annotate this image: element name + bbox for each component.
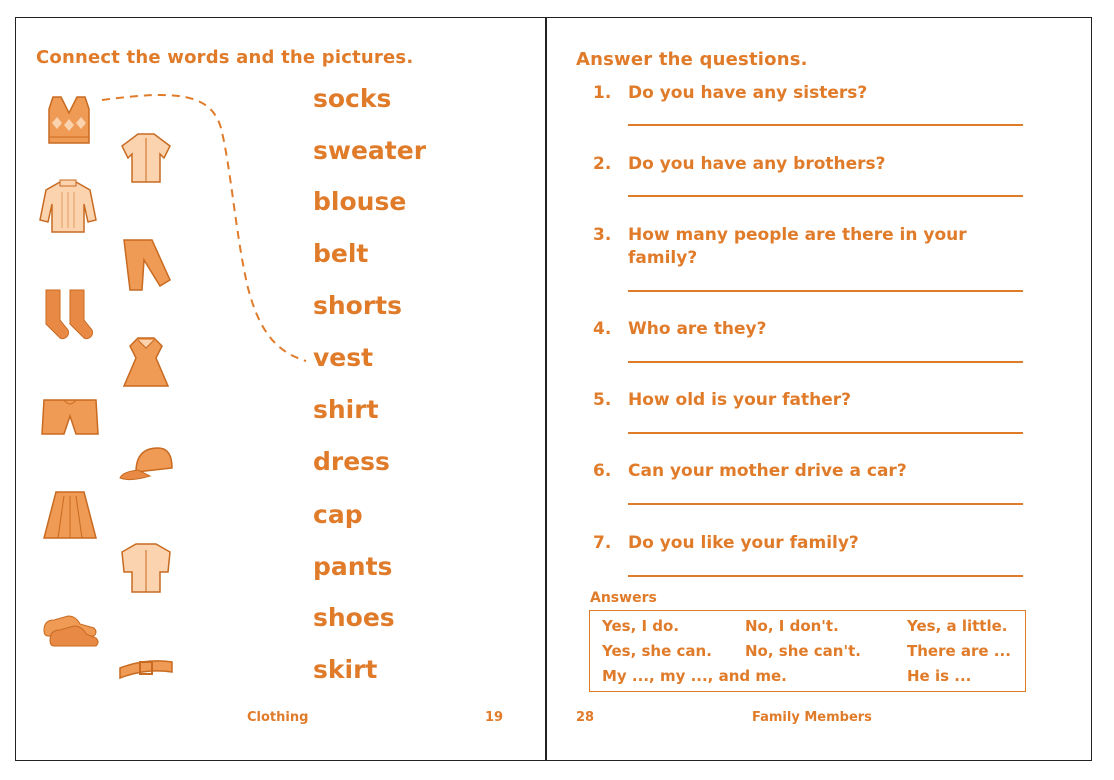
dress-picture[interactable] <box>116 332 176 392</box>
socks-picture[interactable] <box>40 284 100 344</box>
question-text: How old is your father? <box>628 390 852 410</box>
question-number: 1. <box>593 83 612 103</box>
question-text: Can your mother drive a car? <box>628 461 907 481</box>
word-pants[interactable]: pants <box>313 552 393 581</box>
footer-title: Clothing <box>247 710 309 725</box>
answers-box <box>589 610 1026 692</box>
word-blouse[interactable]: blouse <box>313 187 407 216</box>
answer-line[interactable] <box>628 361 1023 363</box>
answer-line[interactable] <box>628 124 1023 126</box>
cap-picture[interactable] <box>116 434 176 494</box>
answer-option: Yes, a little. <box>907 617 1008 635</box>
right-page <box>546 17 1092 761</box>
word-dress[interactable]: dress <box>313 447 390 476</box>
question-text: Do you have any sisters? <box>628 83 868 103</box>
question-number: 4. <box>593 319 612 339</box>
word-sweater[interactable]: sweater <box>313 136 427 165</box>
left-page <box>15 17 546 761</box>
word-shorts[interactable]: shorts <box>313 291 403 320</box>
word-shoes[interactable]: shoes <box>313 603 395 632</box>
word-belt[interactable]: belt <box>313 239 369 268</box>
question-number: 2. <box>593 154 612 174</box>
left-instruction: Connect the words and the pictures. <box>36 47 414 68</box>
right-instruction: Answer the questions. <box>576 49 808 70</box>
vest-picture[interactable] <box>39 91 99 151</box>
answers-label: Answers <box>590 590 657 606</box>
belt-picture[interactable] <box>116 638 176 698</box>
pants-picture[interactable] <box>116 234 176 294</box>
question-text: How many people are there in your family? <box>628 225 967 268</box>
answer-option: Yes, I do. <box>602 617 680 635</box>
answer-option: There are ... <box>907 642 1011 660</box>
answer-line[interactable] <box>628 195 1023 197</box>
question-text: Who are they? <box>628 319 767 339</box>
word-cap[interactable]: cap <box>313 500 363 529</box>
answer-option: No, she can't. <box>745 642 861 660</box>
footer-title: Family Members <box>752 710 872 725</box>
answer-option: Yes, she can. <box>602 642 712 660</box>
word-socks[interactable]: socks <box>313 84 392 113</box>
answer-line[interactable] <box>628 432 1023 434</box>
answer-line[interactable] <box>628 290 1023 292</box>
answer-line[interactable] <box>628 503 1023 505</box>
question-text: Do you like your family? <box>628 533 859 553</box>
word-skirt[interactable]: skirt <box>313 655 378 684</box>
question-number: 7. <box>593 533 612 553</box>
sweater-picture[interactable] <box>38 176 98 236</box>
shorts-picture[interactable] <box>40 390 100 450</box>
shoes-picture[interactable] <box>40 596 100 656</box>
answer-line[interactable] <box>628 575 1023 577</box>
page-number: 28 <box>576 710 595 725</box>
skirt-picture[interactable] <box>40 486 100 546</box>
word-shirt[interactable]: shirt <box>313 395 379 424</box>
question-number: 6. <box>593 461 612 481</box>
word-vest[interactable]: vest <box>313 343 374 372</box>
answer-option: He is ... <box>907 667 972 685</box>
question-text: Do you have any brothers? <box>628 154 886 174</box>
page-number: 19 <box>485 710 504 725</box>
question-number: 5. <box>593 390 612 410</box>
shirt-picture[interactable] <box>116 128 176 188</box>
blouse-picture[interactable] <box>116 538 176 598</box>
answer-option: No, I don't. <box>745 617 839 635</box>
question-number: 3. <box>593 225 612 245</box>
answer-option: My ..., my ..., and me. <box>602 667 787 685</box>
